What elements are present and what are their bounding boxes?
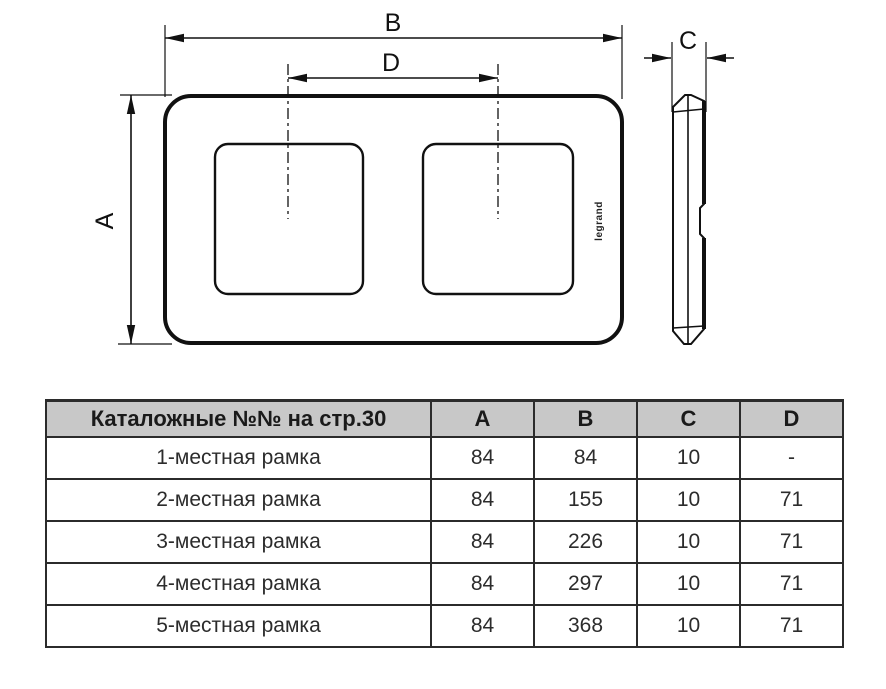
- value-B: 368: [534, 605, 637, 647]
- row-name: 4-местная рамка: [46, 563, 431, 605]
- value-D: 71: [740, 521, 843, 563]
- table-row: [46, 521, 843, 563]
- value-D: -: [740, 437, 843, 479]
- frame-outline: [165, 96, 622, 343]
- value-A: 84: [431, 563, 534, 605]
- value-A: 84: [431, 437, 534, 479]
- value-C: 10: [637, 479, 740, 521]
- value-D: 71: [740, 479, 843, 521]
- table-row: [46, 563, 843, 605]
- value-C: 10: [637, 437, 740, 479]
- table-header-row: [46, 401, 843, 438]
- front-view: [165, 64, 622, 343]
- value-A: 84: [431, 605, 534, 647]
- value-C: 10: [637, 605, 740, 647]
- table-header-A: A: [431, 401, 534, 438]
- dimension-D-label: D: [381, 49, 401, 77]
- row-name: 2-местная рамка: [46, 479, 431, 521]
- dimension-C-label: C: [678, 27, 698, 55]
- value-B: 226: [534, 521, 637, 563]
- table-row: [46, 605, 843, 647]
- side-view: [673, 95, 704, 344]
- value-D: 71: [740, 605, 843, 647]
- row-name: 3-местная рамка: [46, 521, 431, 563]
- table-header-C: C: [637, 401, 740, 438]
- table-row: [46, 479, 843, 521]
- value-D: 71: [740, 563, 843, 605]
- table-header-B: B: [534, 401, 637, 438]
- value-B: 297: [534, 563, 637, 605]
- legrand-logo: legrand: [594, 201, 605, 241]
- table-row: [46, 437, 843, 479]
- value-B: 155: [534, 479, 637, 521]
- value-C: 10: [637, 521, 740, 563]
- table-header-name: Каталожные №№ на стр.30: [46, 401, 431, 438]
- row-name: 5-местная рамка: [46, 605, 431, 647]
- value-A: 84: [431, 521, 534, 563]
- catalog-table: [45, 399, 844, 648]
- row-name: 1-местная рамка: [46, 437, 431, 479]
- value-B: 84: [534, 437, 637, 479]
- value-C: 10: [637, 563, 740, 605]
- dimension-B-label: B: [384, 9, 402, 37]
- table-header-D: D: [740, 401, 843, 438]
- value-A: 84: [431, 479, 534, 521]
- left-window-opening: [215, 144, 363, 294]
- dimension-A-label: A: [91, 212, 119, 230]
